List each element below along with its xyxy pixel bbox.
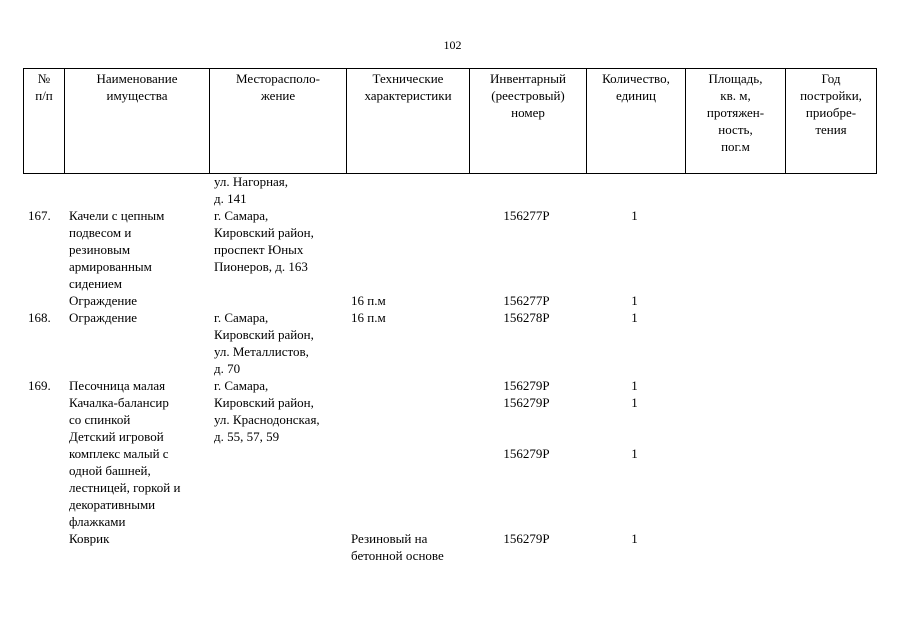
cell-location: г. Самара, Кировский район, проспект Юных Пионеров, д. 163 bbox=[214, 208, 314, 274]
header-name: Наименование имущества bbox=[65, 69, 210, 174]
cell-name: Песочница малая bbox=[69, 378, 166, 393]
cell-quantity: 1 bbox=[631, 395, 638, 410]
cell-number bbox=[23, 173, 64, 207]
cell-quantity bbox=[586, 173, 685, 207]
cell-quantity: 1 bbox=[631, 531, 638, 546]
header-year: Год постройки, приобре- тения bbox=[786, 69, 877, 174]
cell-location: г. Самара, bbox=[214, 378, 269, 393]
cell-area bbox=[685, 377, 785, 394]
cell-specs bbox=[346, 394, 469, 428]
cell-specs: 16 п.м bbox=[351, 293, 386, 308]
cell-area bbox=[685, 292, 785, 309]
cell-specs: Резиновый на бетонной основе bbox=[351, 531, 444, 563]
table-row bbox=[23, 377, 876, 394]
cell-area bbox=[685, 428, 785, 530]
table-body bbox=[23, 173, 876, 564]
cell-specs bbox=[346, 173, 469, 207]
table-row bbox=[23, 428, 876, 530]
table-header bbox=[23, 68, 877, 174]
cell-area bbox=[685, 309, 785, 377]
cell-quantity: 1 bbox=[631, 293, 638, 308]
cell-location bbox=[209, 292, 346, 309]
cell-specs bbox=[346, 428, 469, 530]
cell-inventory-number: 156279Р bbox=[503, 395, 550, 410]
header-specs: Технические характеристики bbox=[347, 69, 470, 174]
cell-number bbox=[23, 394, 64, 428]
cell-area bbox=[685, 173, 785, 207]
cell-location: г. Самара, Кировский район, ул. Металлистов, д. 70 bbox=[214, 310, 314, 376]
cell-location: ул. Нагорная, д. 141 bbox=[214, 174, 289, 206]
cell-location: Кировский район, ул. Краснодонская, bbox=[214, 395, 320, 427]
cell-location: д. 55, 57, 59 bbox=[214, 429, 280, 444]
cell-inventory-number: 156278Р bbox=[503, 310, 550, 325]
cell-quantity: 1 bbox=[631, 208, 638, 223]
cell-quantity: 1 bbox=[631, 378, 638, 393]
cell-number: 168. bbox=[28, 310, 51, 325]
header-inventory-number: Инвентарный (реестровый) номер bbox=[470, 69, 587, 174]
table-row bbox=[23, 207, 876, 292]
cell-name: Ограждение bbox=[69, 293, 138, 308]
cell-name: Качели с цепным подвесом и резиновым армированным сидением bbox=[69, 208, 165, 291]
table-row bbox=[23, 530, 876, 564]
table-row bbox=[23, 394, 876, 428]
cell-year bbox=[785, 292, 876, 309]
cell-year bbox=[785, 207, 876, 292]
cell-number: 167. bbox=[28, 208, 51, 223]
cell-location bbox=[209, 530, 346, 564]
cell-inventory-number bbox=[469, 173, 586, 207]
cell-inventory-number: 156277Р bbox=[503, 208, 550, 223]
cell-inventory-number: 156277Р bbox=[503, 293, 550, 308]
cell-quantity: 1 bbox=[631, 446, 638, 461]
header-number: № п/п bbox=[24, 69, 65, 174]
cell-area bbox=[685, 207, 785, 292]
cell-name: Детский игровой комплекс малый с одной башней, лестницей, горкой и декоративными флажками bbox=[69, 429, 181, 529]
table-row bbox=[23, 309, 876, 377]
cell-number bbox=[23, 428, 64, 530]
cell-year bbox=[785, 377, 876, 394]
header-location: Месторасполо- жение bbox=[210, 69, 347, 174]
cell-quantity: 1 bbox=[631, 310, 638, 325]
cell-name: Качалка-балансир со спинкой bbox=[69, 395, 169, 427]
cell-year bbox=[785, 530, 876, 564]
cell-inventory-number: 156279Р bbox=[503, 378, 550, 393]
cell-area bbox=[685, 394, 785, 428]
header-area: Площадь, кв. м, протяжен- ность, пог.м bbox=[686, 69, 786, 174]
cell-number bbox=[23, 530, 64, 564]
cell-name: Ограждение bbox=[69, 310, 138, 325]
page-number: 102 bbox=[443, 38, 462, 52]
table-row bbox=[23, 292, 876, 309]
cell-name: Коврик bbox=[69, 531, 110, 546]
cell-name bbox=[64, 173, 209, 207]
cell-number bbox=[23, 292, 64, 309]
cell-specs bbox=[346, 207, 469, 292]
cell-area bbox=[685, 530, 785, 564]
cell-inventory-number: 156279Р bbox=[503, 446, 550, 461]
table-rows bbox=[23, 173, 876, 564]
cell-number: 169. bbox=[28, 378, 51, 393]
cell-year bbox=[785, 173, 876, 207]
cell-year bbox=[785, 394, 876, 428]
cell-specs: 16 п.м bbox=[351, 310, 386, 325]
header-quantity: Количество, единиц bbox=[587, 69, 686, 174]
table-row bbox=[23, 173, 876, 207]
cell-year bbox=[785, 309, 876, 377]
cell-inventory-number: 156279Р bbox=[503, 531, 550, 546]
cell-specs bbox=[346, 377, 469, 394]
cell-year bbox=[785, 428, 876, 530]
